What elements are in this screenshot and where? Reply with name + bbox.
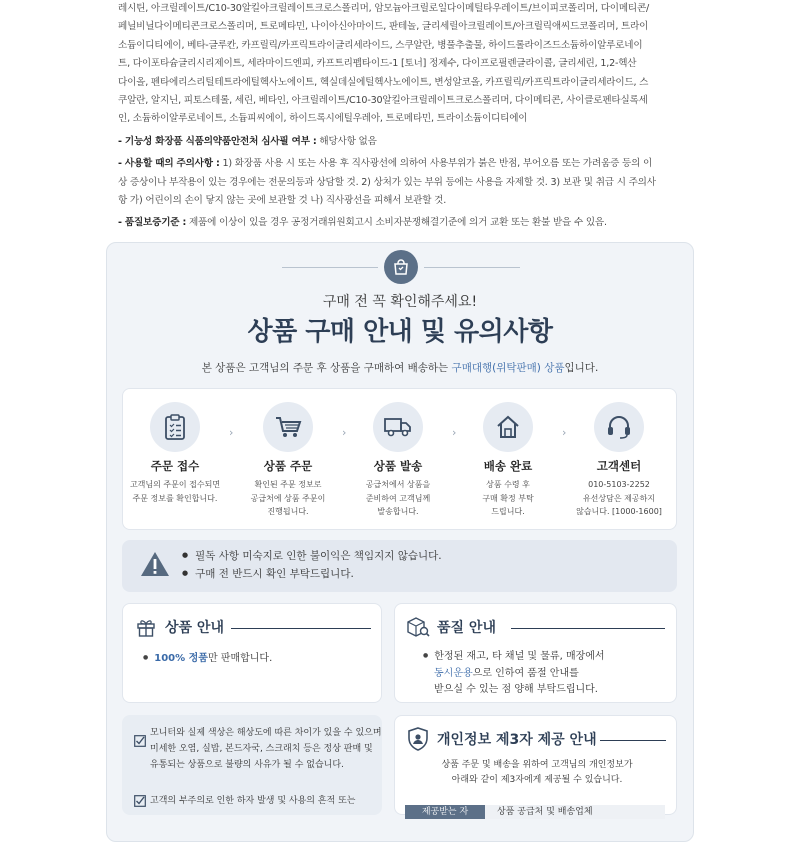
quality-info-card xyxy=(394,603,677,703)
chevron-right-icon: › xyxy=(452,426,457,439)
caution-line: 항 가) 어린이의 손이 닿지 않는 곳에 보관할 것 나) 직사광선을 피해서 보관할 것. xyxy=(118,195,447,207)
ingredient-line: 다이올, 펜타에리스리틸테트라에틸헥사노에이트, 헥실데실에틸헥사노에이트, 변성알코올, 카프릴릭/카프릭트라이글리세라이드, 스 xyxy=(118,76,649,88)
step-desc xyxy=(125,478,225,505)
step-desc-line: 고객님의 주문이 접수되면 xyxy=(129,480,221,489)
notice-line: 고객의 부주의로 인한 하자 발생 및 사용의 흔적 또는 xyxy=(150,796,356,806)
step-desc-line: 주문 정보를 확인합니다. xyxy=(132,493,218,503)
notice-line: 모니터와 실제 색상은 해상도에 따른 차이가 있을 수 있으며 xyxy=(150,728,382,738)
step-desc-line: 준비하여 고객님께 xyxy=(365,493,431,503)
intro-text xyxy=(0,360,800,375)
product-info-card xyxy=(122,603,382,703)
step-title: 주문 접수 xyxy=(150,459,200,473)
quality-value: 제품에 이상이 있을 경우 공정거래위원회고시 소비자분쟁해결기준에 의거 교환 또는 환불 받을 수 있음. xyxy=(186,217,607,229)
title-underline xyxy=(511,628,665,629)
intro-highlight: 구매대행(위탁판매) 상품 xyxy=(451,362,565,374)
review-value: 해당사항 없음 xyxy=(316,135,377,147)
box-search-icon xyxy=(407,616,429,638)
checkbox-icon xyxy=(134,793,150,813)
ingredient-line: 레시틴, 아크릴레이트/C10-30알킬아크릴레이트크로스폴리머, 암모늄아크릴로일다이메틸타우레이트/브이피코폴리머, 다이메티콘/ xyxy=(118,3,650,14)
sub-heading: 구매 전 꼭 확인해주세요! xyxy=(322,294,478,310)
divider-right xyxy=(424,267,520,268)
shield-user-icon xyxy=(407,728,429,750)
ingredient-line: 쿠알란, 알지닌, 피토스테롤, 세린, 베타인, 아크릴레이트/C10-30알킬아크릴레이트크로스폴리머, 다이메티콘, 사이클로펜타실록세 xyxy=(118,95,648,107)
step-desc-line: 공급처에 상품 주문이 xyxy=(250,493,326,503)
privacy-text xyxy=(407,758,667,788)
gift-icon xyxy=(135,616,157,638)
table-cell: 상품 공급처 및 배송업체 xyxy=(485,805,665,819)
step-customer-center xyxy=(569,402,669,519)
caution-line: 1) 화장품 사용 시 또는 사용 후 직사광선에 의하여 사용부위가 붉은 반점, 부어오름 또는 가려움증 등의 이 xyxy=(219,158,653,170)
notice-row xyxy=(134,725,382,773)
checkbox-icon xyxy=(134,725,150,773)
clipboard-icon xyxy=(150,402,200,452)
privacy-line: 상품 주문 및 배송을 위하여 고객님의 개인정보가 xyxy=(441,760,633,770)
ingredient-line: 소듐이디티에이, 베타-글루칸, 카프릴릭/카프릭트라이글리세라이드, 스쿠알란, 병풀추출물, 하이드롤라이즈드소듐하이알루로네이 xyxy=(118,39,643,51)
quality-line: 한정된 재고, 타 채널 및 물류, 매장에서 xyxy=(434,651,605,662)
quality-label: - 품질보증기준 : xyxy=(118,217,187,229)
table-header: 제공받는 자 xyxy=(405,805,485,819)
headset-icon xyxy=(594,402,644,452)
card-title: 품질 안내 xyxy=(437,620,496,636)
caution-label: - 사용할 때의 주의사항 : xyxy=(118,158,220,170)
chevron-right-icon: › xyxy=(342,426,347,439)
step-desc xyxy=(458,478,558,519)
warning-item: ● 구매 전 반드시 확인 부탁드립니다. xyxy=(182,565,442,583)
quality-info-text xyxy=(423,648,605,699)
truck-icon xyxy=(373,402,423,452)
ingredient-line: 트, 다이포타슘글리시리제이트, 세라마이드엔피, 카프트리펩타이드-1 [토너] 정제수, 다이프로필렌글라이콜, 글리세린, 1,2-헥산 xyxy=(118,58,637,70)
quality-highlight: 동시운용 xyxy=(434,667,473,679)
cart-icon xyxy=(263,402,313,452)
notice-line: 미세한 오염, 실밥, 본드자국, 스크래치 등은 정상 판매 및 xyxy=(150,744,373,754)
intro-suffix: 입니다. xyxy=(564,362,599,374)
step-delivered xyxy=(458,402,558,519)
step-desc-line: 않습니다. [1000-1600] xyxy=(576,507,662,516)
privacy-table xyxy=(405,805,665,819)
card-title: 개인정보 제3자 제공 안내 xyxy=(437,732,597,748)
warning-banner xyxy=(122,540,677,592)
step-desc-line: 유선상담은 제공하지 xyxy=(582,493,656,503)
genuine-highlight: 100% 정품 xyxy=(154,653,208,664)
divider-left xyxy=(282,267,378,268)
shopping-bag-icon xyxy=(384,250,418,284)
warning-icon xyxy=(139,550,171,582)
step-shipping xyxy=(348,402,448,519)
step-desc-line: 상품 수령 후 xyxy=(486,480,530,489)
step-product-order xyxy=(238,402,338,519)
quality-line: 받으실 수 있는 점 양해 부탁드립니다. xyxy=(434,684,598,695)
quality-standard xyxy=(118,214,678,232)
step-title: 상품 발송 xyxy=(373,459,423,473)
title-underline xyxy=(231,628,371,629)
intro-prefix: 본 상품은 고객님의 주문 후 상품을 구매하여 배송하는 xyxy=(201,362,452,374)
caution-text xyxy=(118,155,678,173)
review-status xyxy=(118,133,678,151)
caution-line: 상 증상이나 부작용이 있는 경우에는 전문의등과 상담할 것. 2) 상처가 있는 부위 등에는 사용을 자제할 것. 3) 보관 및 취급 시 주의사 xyxy=(118,176,656,188)
chevron-right-icon: › xyxy=(229,426,234,439)
step-desc xyxy=(348,478,448,519)
ingredient-section xyxy=(118,0,678,233)
step-title: 상품 주문 xyxy=(263,459,313,473)
step-desc xyxy=(238,478,338,519)
notice-row xyxy=(134,793,355,813)
step-order-received xyxy=(125,402,225,505)
warning-item: ● 필독 사항 미숙지로 인한 불이익은 책임지지 않습니다. xyxy=(182,547,442,565)
card-title: 상품 안내 xyxy=(165,620,224,636)
chevron-right-icon: › xyxy=(562,426,567,439)
page-title: 상품 구매 안내 및 유의사항 xyxy=(247,317,553,347)
step-desc-line: 진행됩니다. xyxy=(267,507,309,516)
house-icon xyxy=(483,402,533,452)
ingredient-line: 페닐비닐다이메티콘크로스폴리머, 트로메타민, 나이아신아마이드, 판테놀, 글리세릴아크릴레이트/아크릴릭애씨드코폴리머, 트라이 xyxy=(118,21,649,33)
step-desc-line: 드립니다. xyxy=(491,507,525,516)
product-info-text xyxy=(143,650,272,668)
notice-card xyxy=(122,715,382,815)
step-title: 고객센터 xyxy=(596,459,642,473)
phone-number: 010-5103-2252 xyxy=(588,480,650,489)
notice-line: 유통되는 상품으로 불량의 사유가 될 수 없습니다. xyxy=(150,760,344,770)
step-desc-line: 확인된 주문 정보로 xyxy=(254,480,322,489)
step-desc-line: 구매 확정 부탁 xyxy=(482,493,534,503)
privacy-card xyxy=(394,715,677,815)
step-desc xyxy=(569,478,669,519)
product-info-rest: 만 판매합니다. xyxy=(207,653,273,664)
step-desc-line: 공급처에서 상품을 xyxy=(365,480,431,489)
step-desc-line: 발송합니다. xyxy=(377,507,419,516)
step-title: 배송 완료 xyxy=(483,459,533,473)
ingredient-line: 인, 소듐하이알루로네이트, 소듐피씨에이, 하이드록시에틸우레아, 트로메타민, 트라이소듐이디티에이 xyxy=(118,113,528,125)
privacy-line: 아래와 같이 제3자에게 제공될 수 있습니다. xyxy=(451,775,623,785)
review-label: - 기능성 화장품 식품의약품안전처 심사필 여부 : xyxy=(118,135,317,147)
quality-line: 으로 인하여 품절 안내를 xyxy=(472,667,579,679)
title-underline xyxy=(600,740,666,741)
